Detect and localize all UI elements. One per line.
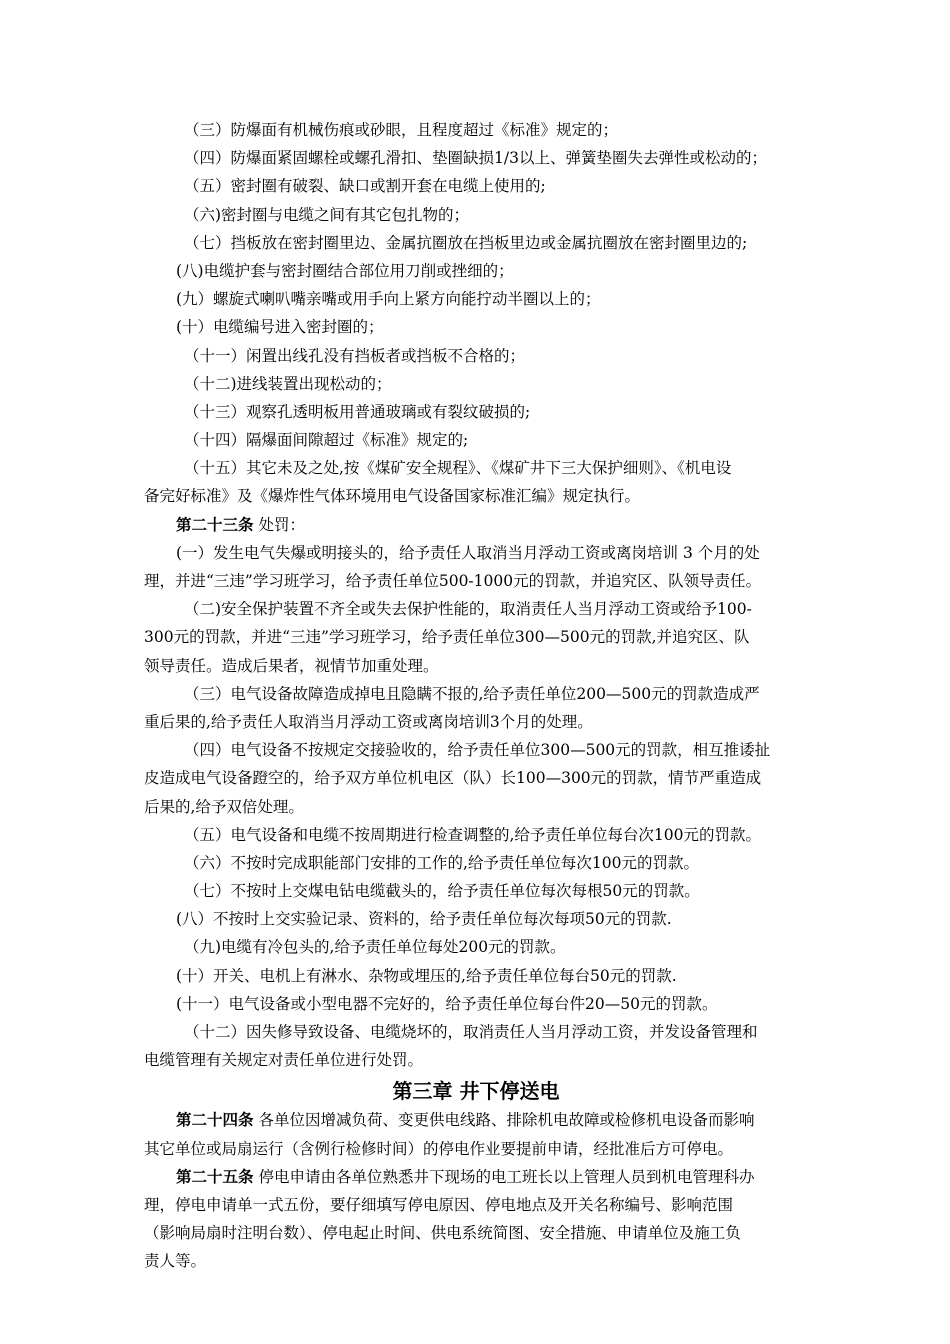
penalty-4-line2: 皮造成电气设备蹬空的，给予双方单位机电区（队）长100—300元的罚款，情节严重造成 [144, 769, 762, 788]
article-25-label: 第二十五条 [176, 1166, 254, 1186]
penalty-1-line2: 理，并进“三违”学习班学习，给予责任单位500-1000元的罚款，并追究区、队领导责任。 [144, 572, 762, 590]
penalty-6: （六）不按时完成职能部门安排的工作的,给予责任单位每次100元的罚款。 [184, 853, 700, 872]
item-3: （三）防爆面有机械伤痕或砂眼，且程度超过《标准》规定的； [184, 121, 619, 139]
penalty-10: (十）开关、电机上有淋水、杂物或埋压的,给予责任单位每台50元的罚款. [176, 966, 677, 985]
item-11: （十一）闲置出线孔没有挡板者或挡板不合格的； [184, 346, 526, 365]
penalty-9: （九)电缆有冷包头的,给予责任单位每处200元的罚款。 [184, 938, 566, 957]
penalty-3-line1: （三）电气设备故障造成掉电且隐瞒不报的,给予责任单位200—500元的罚款造成严 [184, 684, 760, 703]
article-25-line4: 责人等。 [144, 1252, 207, 1271]
penalty-3-line2: 重后果的,给予责任人取消当月浮动工资或离岗培训3个月的处理。 [144, 712, 593, 731]
penalty-7: （七）不按时上交煤电钻电缆截头的，给予责任单位每次每根50元的罚款。 [184, 882, 700, 901]
penalty-4-line1: （四）电气设备不按规定交接验收的，给予责任单位300—500元的罚款，相互推诿扯 [184, 741, 771, 760]
article-24-label: 第二十四条 [176, 1110, 254, 1130]
article-25-line3: （影响局扇时注明台数）、停电起止时间、供电系统简图、安全措施、申请单位及施工负 [144, 1224, 741, 1243]
penalty-1-line1: (一）发生电气失爆或明接头的，给予责任人取消当月浮动工资或离岗培训 3 个月的处 [176, 543, 760, 562]
document-page [144, 116, 808, 1276]
penalty-8: (八）不按时上交实验记录、资料的，给予责任单位每次每项50元的罚款. [176, 910, 672, 929]
article-25-text: 停电申请由各单位熟悉井下现场的电工班长以上管理人员到机电管理科办 [253, 1167, 755, 1186]
item-12: （十二)进线装置出现松动的； [184, 374, 392, 393]
penalty-12-line1: （十二）因失修导致设备、电缆烧坏的，取消责任人当月浮动工资，并发设备管理和 [184, 1023, 758, 1041]
penalty-11: (十一）电气设备或小型电器不完好的，给予责任单位每台件20—50元的罚款。 [176, 994, 718, 1013]
article-23-text: 处罚： [253, 515, 305, 534]
item-7: （七）挡板放在密封圈里边、金属抗圈放在挡板里边或金属抗圈放在密封圈里边的; [184, 233, 748, 252]
item-5: （五）密封圈有破裂、缺口或割开套在电缆上使用的; [184, 177, 546, 196]
item-10: (十）电缆编号进入密封圈的； [176, 318, 384, 337]
article-25-line2: 理，停电申请单一式五份，要仔细填写停电原因、停电地点及开关名称编号、影响范围 [144, 1195, 734, 1214]
penalty-2-line3: 领导责任。造成后果者，视情节加重处理。 [144, 656, 439, 675]
article-24-line1 [144, 1106, 808, 1134]
article-25-line1 [144, 1163, 808, 1191]
article-24-text: 各单位因增减负荷、变更供电线路、排除机电故障或检修机电设备而影响 [253, 1111, 755, 1130]
item-6: （六)密封圈与电缆之间有其它包扎物的； [184, 205, 470, 224]
penalty-12-line2: 电缆管理有关规定对责任单位进行处罚。 [144, 1051, 424, 1070]
item-4: （四）防爆面紧固螺栓或螺孔滑扣、垫圈缺损1/3以上、弹簧垫圈失去弹性或松动的； [184, 149, 767, 168]
article-23 [144, 511, 808, 539]
penalty-5: （五）电气设备和电缆不按周期进行检查调整的,给予责任单位每台次100元的罚款。 [184, 825, 762, 844]
item-15-line2: 备完好标准》及《爆炸性气体环境用电气设备国家标准汇编》规定执行。 [144, 487, 641, 506]
penalty-4-line3: 后果的,给予双倍处理。 [144, 797, 304, 816]
penalty-2-line2: 300元的罚款，并进“三违”学习班学习，给予责任单位300—500元的罚款,并追究区、队 [144, 628, 750, 647]
item-13: （十三）观察孔透明板用普通玻璃或有裂纹破损的; [184, 402, 531, 421]
item-9: (九）螺旋式喇叭嘴亲嘴或用手向上紧方向能拧动半圈以上的； [176, 290, 601, 309]
item-15-line1: （十五）其它未及之处,按《煤矿安全规程》、《煤矿井下三大保护细则》、《机电设 [184, 459, 732, 478]
chapter-3-title: 第三章 井下停送电 [392, 1079, 560, 1104]
penalty-2-line1: （二)安全保护装置不齐全或失去保护性能的，取消责任人当月浮动工资或给予100- [184, 600, 752, 619]
item-8: (八)电缆护套与密封圈结合部位用刀削或挫细的； [176, 261, 514, 280]
item-14: （十四）隔爆面间隙超过《标准》规定的; [184, 431, 469, 450]
article-23-label: 第二十三条 [176, 514, 254, 534]
article-24-line2: 其它单位或局扇运行（含例行检修时间）的停电作业要提前申请，经批准后方可停电。 [144, 1139, 734, 1158]
